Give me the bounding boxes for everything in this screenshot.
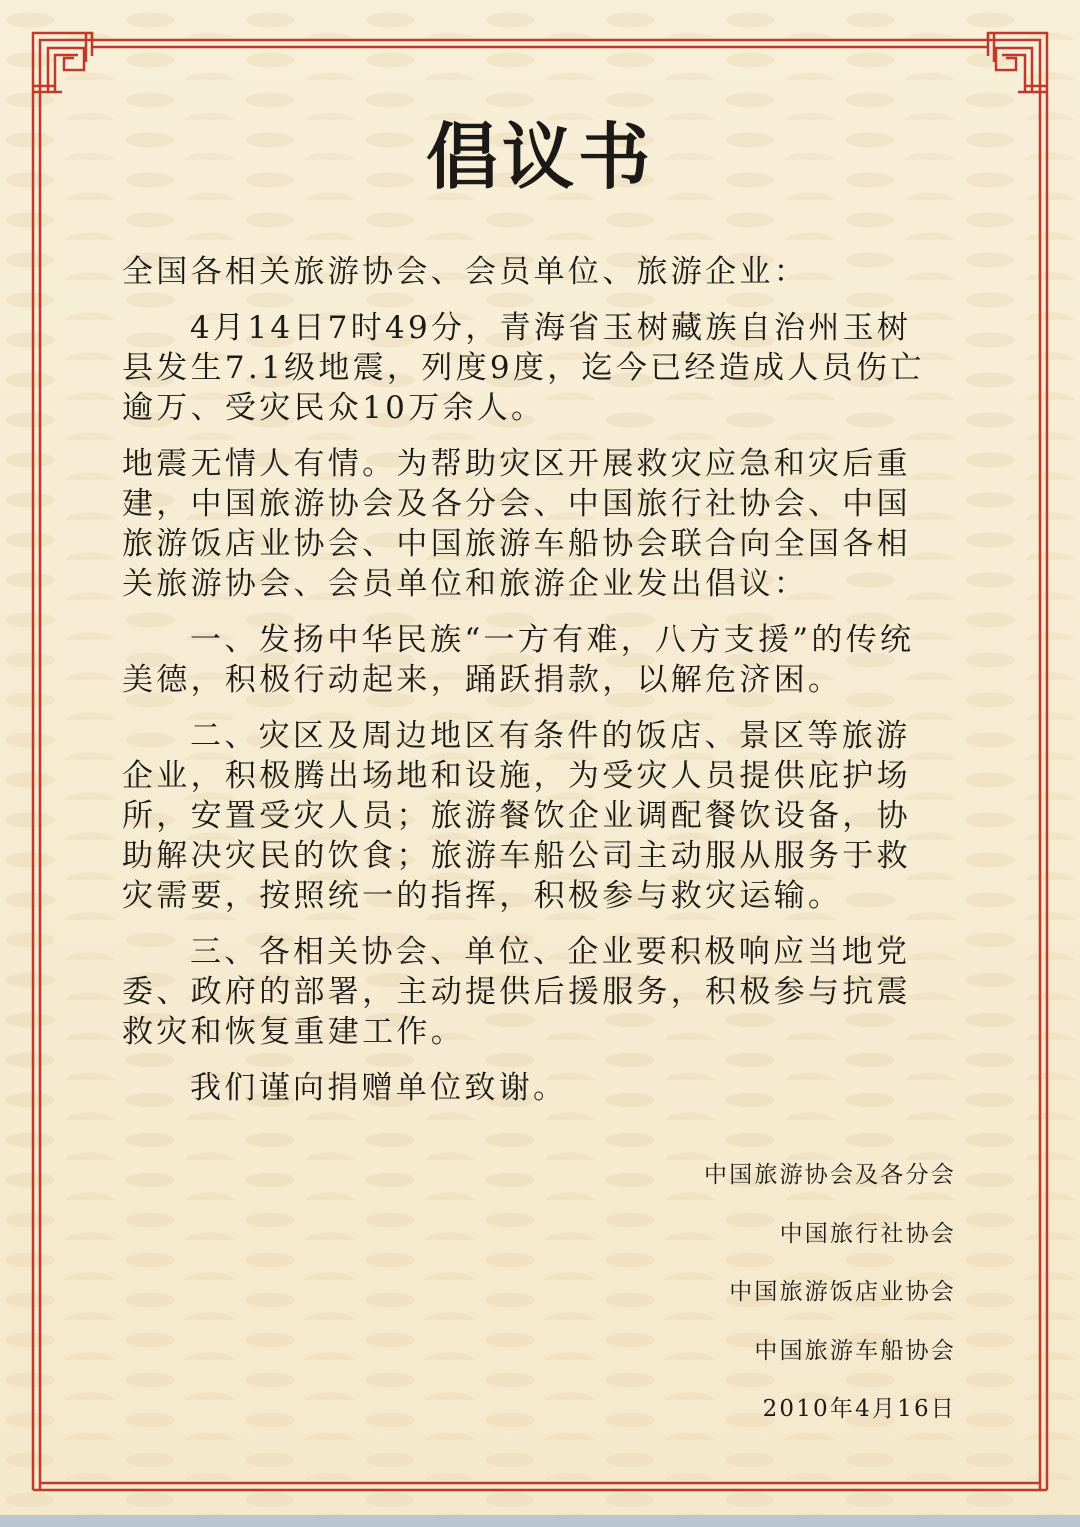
paragraph-initiative-intro: 地震无情人有情。为帮助灾区开展救灾应急和灾后重建，中国旅游协会及各分会、中国旅行社协会、中国旅游饭店业协会、中国旅游车船协会联合向全国各相关旅游协会、会员单位和旅游企业发出倡议： [122,446,911,602]
signatory: 中国旅游协会及各分会 [704,1162,956,1188]
issue-date: 2010年4月16日 [762,1396,956,1423]
paragraph-point-two: 二、灾区及周边地区有条件的饭店、景区等旅游企业，积极腾出场地和设施，为受灾人员提供庇护场所，安置受灾人员；旅游餐饮企业调配餐饮设备，协助解决灾民的饮食；旅游车船公司主动服从服务于救灾需要，按照统一的指挥，积极参与救灾运输。 [122,718,911,914]
paragraph-point-one: 一、发扬中华民族“一方有难，八方支援”的传统美德，积极行动起来，踊跃捐款，以解危济困。 [122,622,915,698]
letter-body [122,252,940,1124]
signatory: 中国旅行社协会 [779,1220,956,1247]
signatory: 中国旅游饭店业协会 [729,1279,956,1306]
bottom-edge-strip [0,1515,1080,1527]
paragraph-point-three: 三、各相关协会、单位、企业要积极响应当地党委、政府的部署，主动提供后援服务，积极参与抗震救灾和恢复重建工作。 [122,934,911,1050]
signature-block [704,1157,956,1450]
salutation: 全国各相关旅游协会、会员单位、旅游企业： [122,254,808,290]
paragraph-earthquake-report: 4月14日7时49分，青海省玉树藏族自治州玉树县发生7.1级地震，列度9度，迄今已经造成人员伤亡逾万、受灾民众10万余人。 [122,310,925,426]
page-title: 倡议书 [425,114,654,199]
paragraph-thanks: 我们谨向捐赠单位致谢。 [190,1070,568,1106]
signatory: 中国旅游车船协会 [754,1337,956,1364]
